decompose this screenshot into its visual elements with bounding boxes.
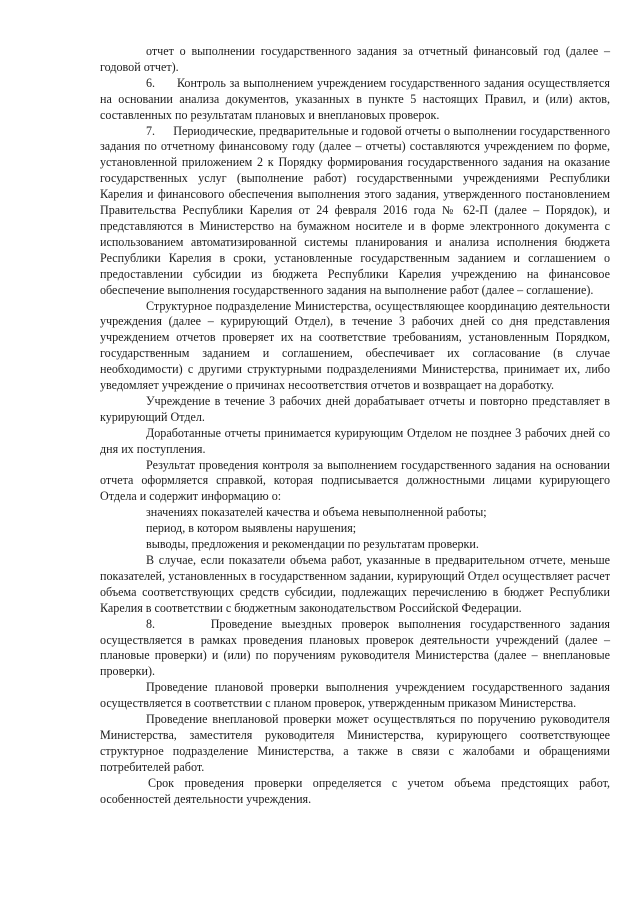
paragraph-8-onsite-inspections: 8. Проведение выездных проверок выполнения государственного задания осуществляется в рамках проведения плановых проверок деятельности учреждений (далее – плановые проверки) и (или) по поручениям руководителя Министерства (далее – внеплановые проверки). <box>100 616 610 679</box>
paragraph-inspection-term: Срок проведения проверки определяется с учетом объема предстоящих работ, особенностей деятельности учреждения. <box>100 775 610 806</box>
paragraph-annual-report: отчет о выполнении государственного задания за отчетный финансовый год (далее – годовой отчет). <box>100 44 610 74</box>
paragraph-revised-reports: Доработанные отчеты принимается курирующим Отделом не позднее 3 рабочих дней со дня их поступления. <box>100 425 610 456</box>
paragraph-revision: Учреждение в течение 3 рабочих дней дорабатывает отчеты и повторно представляет в курирующий Отдел. <box>100 393 610 424</box>
paragraph-curating-department: Структурное подразделение Министерства, осуществляющее координацию деятельности учреждения (далее – курирующий Отдел), в течение 3 рабочих дней со дня представления учреждением отчетов проверяет их на соответствие требованиям, установленным Порядком, государственным заданием и соглашением, обеспечивает их согласование (в случае необходимости) с другими структурными подразделениями Министерства, принимает их, либо уведомляет учреждение о причинах несоответствия отчетов и возвращает на доработку. <box>100 298 610 393</box>
document-body <box>100 44 610 808</box>
paragraph-subsidy-calculation: В случае, если показатели объема работ, указанные в предварительном отчете, меньше показателей, установленных в государственном задании, курирующий Отдел осуществляет расчет объема соответствующих средств субсидии, подлежащих перечислению в бюджет Республики Карелия в соответствии с бюджетным законодательством Российской Федерации. <box>100 553 610 615</box>
list-item-period: период, в котором выявлены нарушения; <box>146 521 357 536</box>
list-item-indicators: значениях показателей качества и объема невыполненной работы; <box>146 505 487 520</box>
list-item-conclusions: выводы, предложения и рекомендации по результатам проверки. <box>146 537 479 552</box>
paragraph-unplanned-inspection: Проведение внеплановой проверки может осуществляться по поручению руководителя Министерства, заместителя руководителя Министерства, курирующего соответствующее структурное подразделение Министерства, а также в связи с жалобами и обращениями потребителей работ. <box>100 712 610 774</box>
paragraph-control-result: Результат проведения контроля за выполнением государственного задания на основании отчета оформляется справкой, которая подписывается должностными лицами курирующего Отдела и содержит информацию о: <box>100 457 610 504</box>
paragraph-6-control: 6. Контроль за выполнением учреждением государственного задания осуществляется на основании анализа документов, указанных в пункте 5 настоящих Правил, и (или) актов, составленных по результатам плановых и внеплановых проверок. <box>100 75 610 122</box>
paragraph-7-reports: 7. Периодические, предварительные и годовой отчеты о выполнении государственного задания по отчетному финансовому году (далее – отчеты) составляются учреждением по форме, установленной приложением 2 к Порядку формирования государственного задания на оказание государственных услуг (выполнение работ) государственными учреждениями Республики Карелия и финансового обеспечения выполнения этого задания, утвержденного постановлением Правительства Республики Карелия от 24 февраля 2016 года № 62-П (далее – Порядок), и представляются в Министерство на бумажном носителе и в форме электронного документа с использованием автоматизированной системы планирования и анализа исполнения бюджета Республики Карелия в сроки, установленные государственным заданием и соглашением о предоставлении субсидии из бюджета Республики Карелия учреждению на финансовое обеспечение выполнения государственного задания на выполнение работ (далее – соглашение). <box>100 123 610 297</box>
paragraph-planned-inspection: Проведение плановой проверки выполнения учреждением государственного задания осуществляется в соответствии с планом проверок, утвержденным приказом Министерства. <box>100 680 610 711</box>
